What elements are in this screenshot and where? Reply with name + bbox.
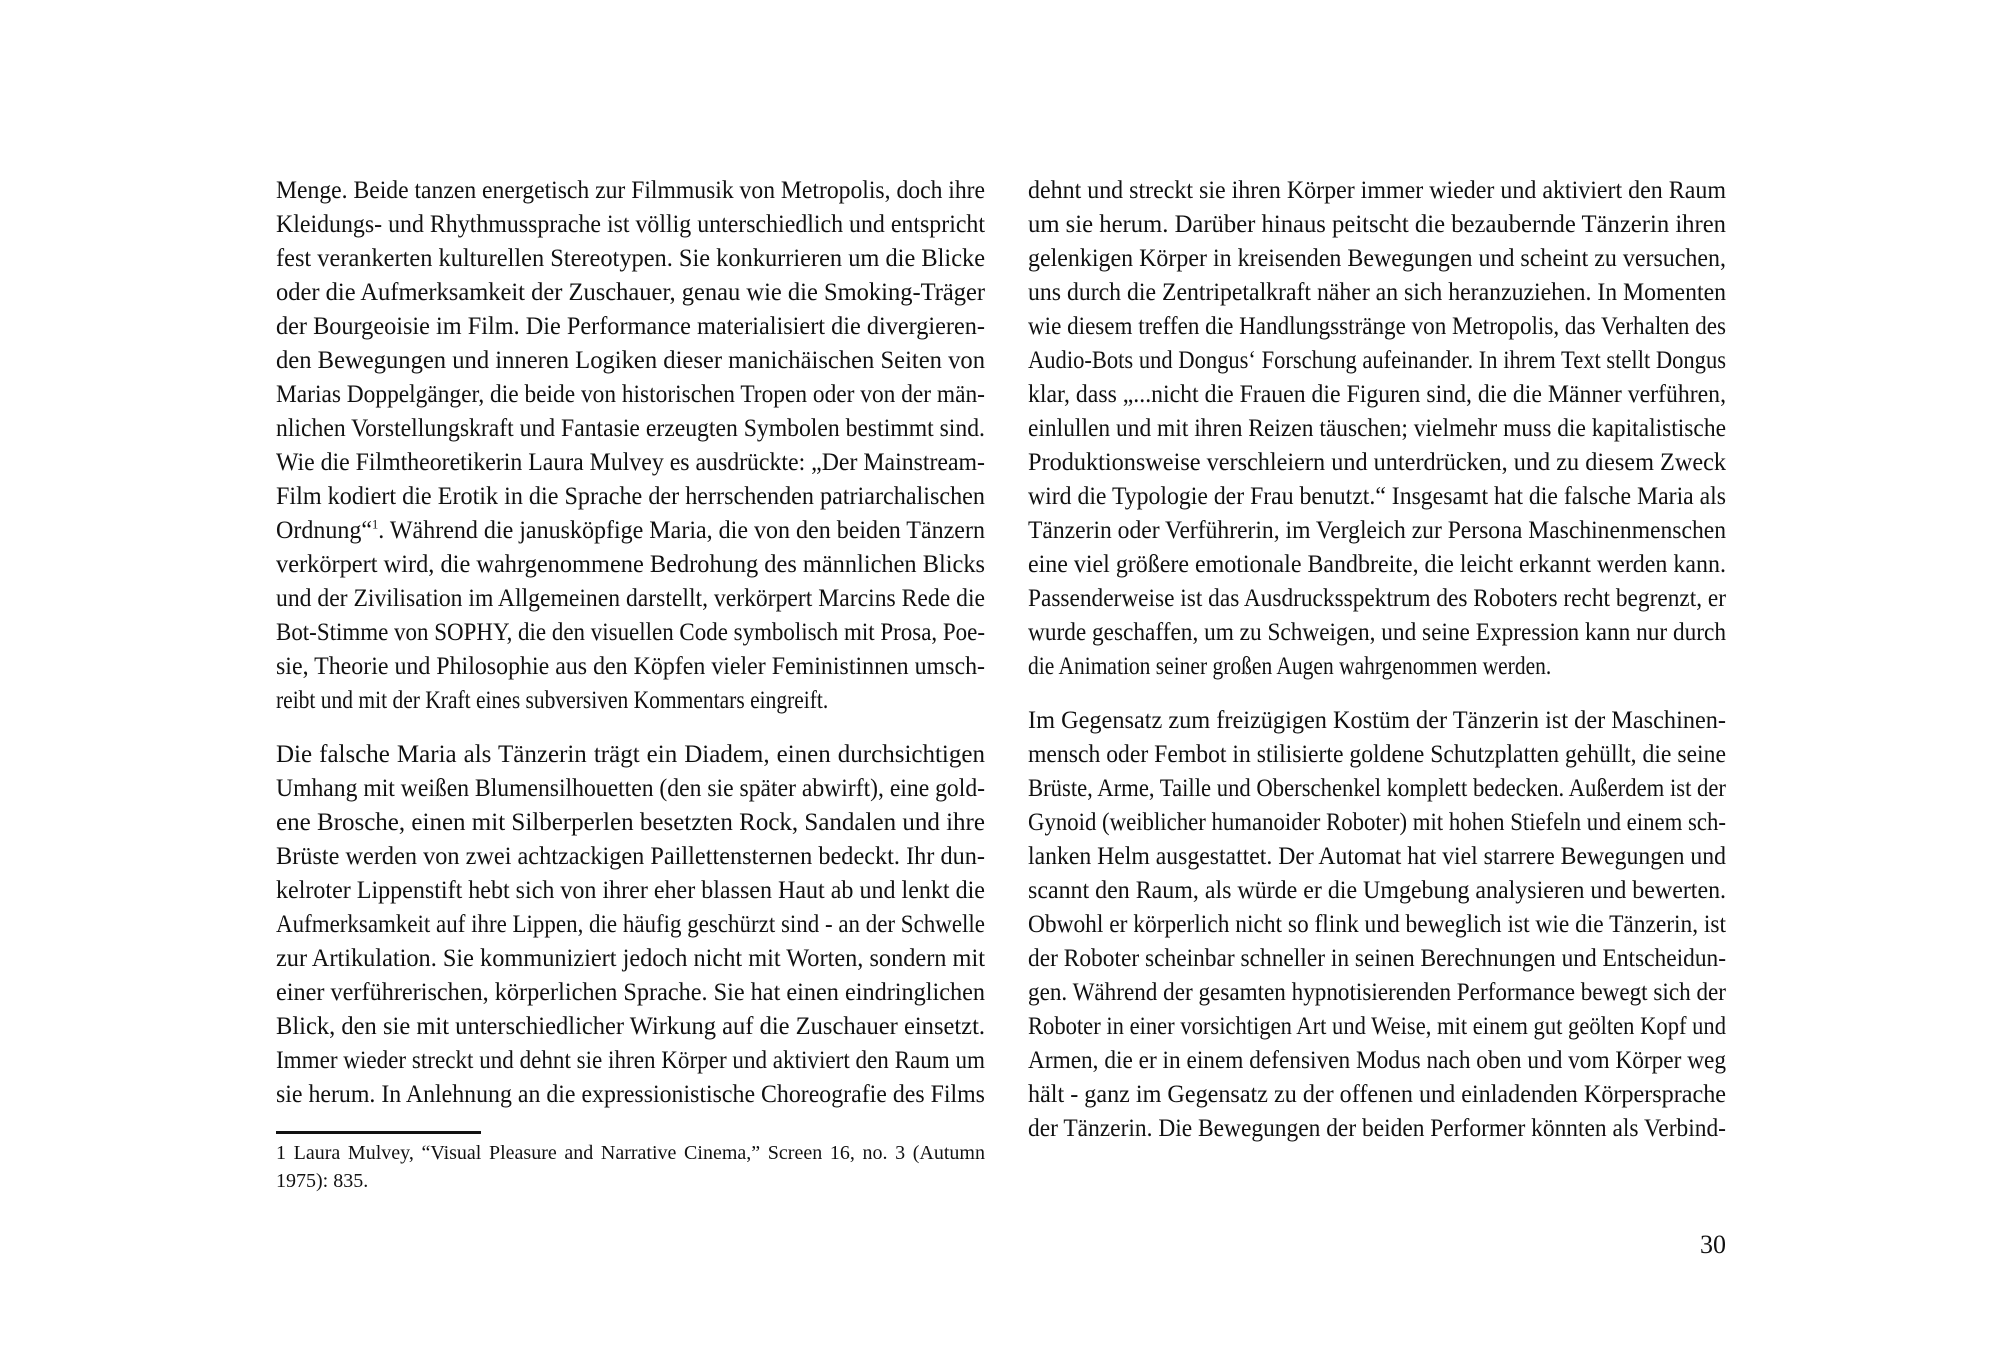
line-text: und der Zivilisation im Allgemeinen darstellt, verkörpert Marcins Rede die	[276, 585, 986, 612]
line-text: kelroter Lippenstift hebt sich von ihrer eher blassen Haut ab und lenkt die	[276, 877, 985, 904]
text-line	[276, 310, 985, 344]
line-text: dehnt und streckt sie ihren Körper immer wieder und aktiviert den Raum	[1028, 177, 1726, 204]
line-text: hält - ganz im Gegensatz zu der offenen und einladenden Körpersprache	[1028, 1081, 1726, 1108]
text-line	[276, 548, 985, 582]
line-text: eine viel größere emotionale Bandbreite, die leicht erkannt werden kann.	[1028, 551, 1726, 578]
paragraph	[1028, 704, 1726, 1146]
line-text: Roboter in einer vorsichtigen Art und Weise, mit einem gut geölten Kopf und	[1028, 1013, 1727, 1040]
line-text: Menge. Beide tanzen energetisch zur Filmmusik von Metropolis, doch ihre	[276, 177, 986, 204]
text-line	[276, 378, 985, 412]
line-text: Aufmerksamkeit auf ihre Lippen, die häufig geschürzt sind - an der Schwelle	[276, 911, 985, 938]
line-text: Ordnung“$^1$. Während die janusköpfige Maria, die von den beiden Tänzern	[276, 516, 985, 544]
line-text: Obwohl er körperlich nicht so flink und beweglich ist wie die Tänzerin, ist	[1028, 911, 1727, 938]
line-text: wird die Typologie der Frau benutzt.“ Insgesamt hat die falsche Maria als	[1028, 483, 1727, 510]
line-text: nlichen Vorstellungskraft und Fantasie erzeugten Symbolen bestimmt sind.	[276, 415, 985, 442]
text-line	[276, 684, 985, 718]
text-line	[1028, 344, 1726, 378]
text-line	[276, 840, 985, 874]
line-text: ene Brosche, einen mit Silberperlen besetzten Rock, Sandalen und ihre	[276, 809, 985, 836]
line-text: uns durch die Zentripetalkraft näher an sich heranzuziehen. In Momenten	[1028, 279, 1727, 306]
line-text: Marias Doppelgänger, die beide von historischen Tropen oder von der män-	[276, 381, 985, 408]
text-line	[1028, 1112, 1726, 1146]
text-line	[1028, 650, 1726, 684]
text-line	[276, 480, 985, 514]
footnote-line	[276, 1167, 985, 1195]
footnote-divider	[276, 1131, 481, 1134]
line-text: lanken Helm ausgestattet. Der Automat hat viel starrere Bewegungen und	[1028, 843, 1726, 870]
text-line	[1028, 772, 1726, 806]
text-line	[276, 174, 985, 208]
line-text: Die falsche Maria als Tänzerin trägt ein Diadem, einen durchsichtigen	[276, 741, 985, 768]
line-text: reibt und mit der Kraft eines subversiven Kommentars eingreift.	[276, 687, 829, 714]
line-text: sie herum. In Anlehnung an die expressionistische Choreografie des Films	[276, 1081, 985, 1108]
footnote	[276, 1139, 985, 1195]
line-text: zur Artikulation. Sie kommuniziert jedoch nicht mit Worten, sondern mit	[276, 945, 985, 972]
line-text: Umhang mit weißen Blumensilhouetten (den sie später abwirft), eine gold-	[276, 775, 986, 802]
line-text: Im Gegensatz zum freizügigen Kostüm der Tänzerin ist der Maschinen-	[1028, 707, 1727, 734]
text-line	[1028, 446, 1726, 480]
line-text: Passenderweise ist das Ausdrucksspektrum des Roboters recht begrenzt, er	[1028, 585, 1727, 612]
text-line	[1028, 942, 1726, 976]
text-line	[276, 412, 985, 446]
text-line	[276, 446, 985, 480]
text-line	[1028, 1010, 1726, 1044]
text-line	[1028, 704, 1726, 738]
text-line	[1028, 738, 1726, 772]
text-line	[276, 874, 985, 908]
line-text: einer verführerischen, körperlichen Sprache. Sie hat einen eindringlichen	[276, 979, 986, 1006]
text-line	[1028, 174, 1726, 208]
line-text: Tänzerin oder Verführerin, im Vergleich zur Persona Maschinenmenschen	[1028, 517, 1726, 544]
text-line	[276, 772, 985, 806]
line-text: Kleidungs- und Rhythmussprache ist völlig unterschiedlich und entspricht	[276, 211, 985, 238]
text-line	[276, 1078, 985, 1112]
line-text: wie diesem treffen die Handlungsstränge von Metropolis, das Verhalten des	[1028, 313, 1727, 340]
footnote-line	[276, 1139, 985, 1167]
line-text: gen. Während der gesamten hypnotisierenden Performance bewegt sich der	[1028, 979, 1727, 1006]
footnote-reference[interactable]: 1	[372, 516, 379, 532]
line-text: Audio-Bots und Dongus‘ Forschung aufeinander. In ihrem Text stellt Dongus	[1028, 347, 1727, 374]
line-text: scannt den Raum, als würde er die Umgebung analysieren und bewerten.	[1028, 877, 1727, 904]
line-text: der Bourgeoisie im Film. Die Performance materialisiert die divergieren-	[276, 313, 986, 340]
text-line	[1028, 908, 1726, 942]
line-text: 1975): 835.	[276, 1170, 369, 1192]
line-text: gelenkigen Körper in kreisenden Bewegungen und scheint zu versuchen,	[1028, 245, 1727, 272]
text-line	[1028, 1044, 1726, 1078]
paragraph	[1028, 174, 1726, 684]
line-text: Produktionsweise verschleiern und unterdrücken, und zu diesem Zweck	[1028, 449, 1727, 476]
line-text: wurde geschaffen, um zu Schweigen, und seine Expression kann nur durch	[1028, 619, 1727, 646]
text-line	[1028, 412, 1726, 446]
text-line	[1028, 840, 1726, 874]
text-line	[1028, 616, 1726, 650]
text-line	[276, 1010, 985, 1044]
line-text: Wie die Filmtheoretikerin Laura Mulvey es ausdrückte: „Der Mainstream-	[276, 449, 985, 476]
text-line	[276, 514, 985, 548]
text-line	[1028, 874, 1726, 908]
line-text: fest verankerten kulturellen Stereotypen. Sie konkurrieren um die Blicke	[276, 245, 986, 272]
text-line	[276, 276, 985, 310]
line-text: 1 Laura Mulvey, “Visual Pleasure and Narrative Cinema,” Screen 16, no. 3 (Autumn	[276, 1142, 985, 1164]
text-line	[276, 1044, 985, 1078]
text-line	[1028, 242, 1726, 276]
line-text: einlullen und mit ihren Reizen täuschen; vielmehr muss die kapitalistische	[1028, 415, 1726, 442]
text-line	[276, 738, 985, 772]
text-line	[276, 242, 985, 276]
line-text: Bot-Stimme von SOPHY, die den visuellen Code symbolisch mit Prosa, Poe-	[276, 619, 986, 646]
line-text: verkörpert wird, die wahrgenommene Bedrohung des männlichen Blicks	[276, 551, 986, 578]
page-number: 30	[1700, 1230, 1726, 1259]
text-line	[276, 208, 985, 242]
text-line	[1028, 310, 1726, 344]
line-text: Brüste werden von zwei achtzackigen Paillettensternen bedeckt. Ihr dun-	[276, 843, 986, 870]
line-text: Immer wieder streckt und dehnt sie ihren Körper und aktiviert den Raum um	[276, 1047, 986, 1074]
text-line	[276, 942, 985, 976]
text-line	[1028, 582, 1726, 616]
text-line	[1028, 1078, 1726, 1112]
line-text: sie, Theorie und Philosophie aus den Köpfen vieler Feministinnen umsch-	[276, 653, 985, 680]
line-text: Brüste, Arme, Taille und Oberschenkel komplett bedecken. Außerdem ist der	[1028, 775, 1726, 802]
text-line	[1028, 276, 1726, 310]
line-text: den Bewegungen und inneren Logiken dieser manichäischen Seiten von	[276, 347, 986, 374]
line-text: die Animation seiner großen Augen wahrgenommen werden.	[1028, 653, 1552, 680]
text-line	[1028, 514, 1726, 548]
text-line	[276, 650, 985, 684]
text-line	[276, 616, 985, 650]
line-text: oder die Aufmerksamkeit der Zuschauer, genau wie die Smoking-Träger	[276, 279, 986, 306]
line-text: Armen, die er in einem defensiven Modus nach oben und vom Körper weg	[1028, 1047, 1727, 1074]
text-line	[276, 908, 985, 942]
text-line	[1028, 480, 1726, 514]
text-line	[276, 976, 985, 1010]
text-line	[1028, 208, 1726, 242]
paragraph	[276, 738, 985, 1112]
text-line	[1028, 548, 1726, 582]
line-text: Gynoid (weiblicher humanoider Roboter) mit hohen Stiefeln und einem sch-	[1028, 809, 1727, 836]
text-line	[276, 344, 985, 378]
line-text: klar, dass „...nicht die Frauen die Figuren sind, die die Männer verführen,	[1028, 381, 1727, 408]
text-line	[276, 806, 985, 840]
line-text: der Roboter scheinbar schneller in seinen Berechnungen und Entscheidun-	[1028, 945, 1727, 972]
line-text: um sie herum. Darüber hinaus peitscht die bezaubernde Tänzerin ihren	[1028, 211, 1726, 238]
line-text: Blick, den sie mit unterschiedlicher Wirkung auf die Zuschauer einsetzt.	[276, 1013, 986, 1040]
line-text: Film kodiert die Erotik in die Sprache der herrschenden patriarchalischen	[276, 483, 985, 510]
text-line	[1028, 378, 1726, 412]
line-text: mensch oder Fembot in stilisierte goldene Schutzplatten gehüllt, die seine	[1028, 741, 1726, 768]
text-line	[1028, 976, 1726, 1010]
right-column	[1028, 174, 1726, 1146]
text-line	[276, 582, 985, 616]
text-line	[1028, 806, 1726, 840]
left-column	[276, 174, 985, 1112]
paragraph	[276, 174, 985, 718]
line-text: der Tänzerin. Die Bewegungen der beiden Performer könnten als Verbind-	[1028, 1115, 1726, 1142]
